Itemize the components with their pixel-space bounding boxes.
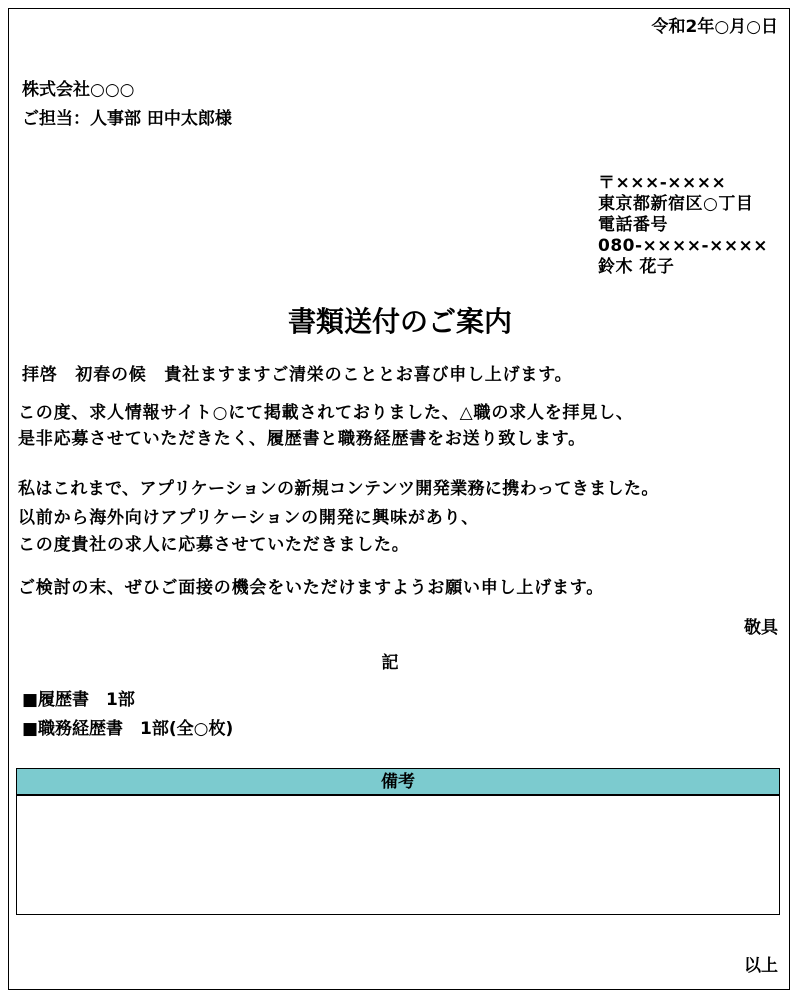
sender-name: 鈴木 花子: [598, 257, 675, 277]
paragraph-2-line-2: 以前から海外向けアプリケーションの開発に興味があり、: [18, 508, 480, 528]
document-date: 令和2年○月○日: [651, 17, 778, 37]
closing-ijou: 以上: [744, 956, 778, 976]
paragraph-2-line-3: この度貴社の求人に応募させていただきました。: [18, 535, 410, 555]
greeting-line: 拝啓 初春の候 貴社ますますご清栄のこととお喜び申し上げます。: [22, 365, 573, 385]
closing-keigu: 敬具: [744, 618, 778, 638]
sender-postal-code: 〒×××-××××: [598, 173, 727, 193]
enclosure-item-resume: ■履歴書 1部: [22, 690, 135, 710]
paragraph-3: ご検討の末、ぜひご面接の機会をいただけますようお願い申し上げます。: [18, 578, 605, 598]
document-title: 書類送付のご案内: [287, 305, 512, 338]
notes-box: [16, 768, 780, 915]
recipient-contact: ご担当：人事部 田中太郎様: [22, 109, 232, 129]
enclosure-item-work-history: ■職務経歴書 1部(全○枚): [22, 719, 234, 739]
sender-phone-number: 080-××××-××××: [598, 236, 769, 256]
paragraph-1-line-2: 是非応募させていただきたく、履歴書と職務経歴書をお送り致します。: [18, 429, 586, 449]
paragraph-2-line-1: 私はこれまで、アプリケーションの新規コンテンツ開発業務に携わってきました。: [18, 479, 659, 499]
sender-phone-label: 電話番号: [598, 215, 668, 235]
ki-heading: 記: [381, 653, 399, 673]
recipient-company: 株式会社○○○: [22, 80, 135, 100]
paragraph-1-line-1: この度、求人情報サイト○にて掲載されておりました、△職の求人を拝見し、: [18, 403, 634, 423]
notes-header: 備考: [17, 769, 779, 796]
sender-address: 東京都新宿区○丁目: [598, 194, 754, 214]
